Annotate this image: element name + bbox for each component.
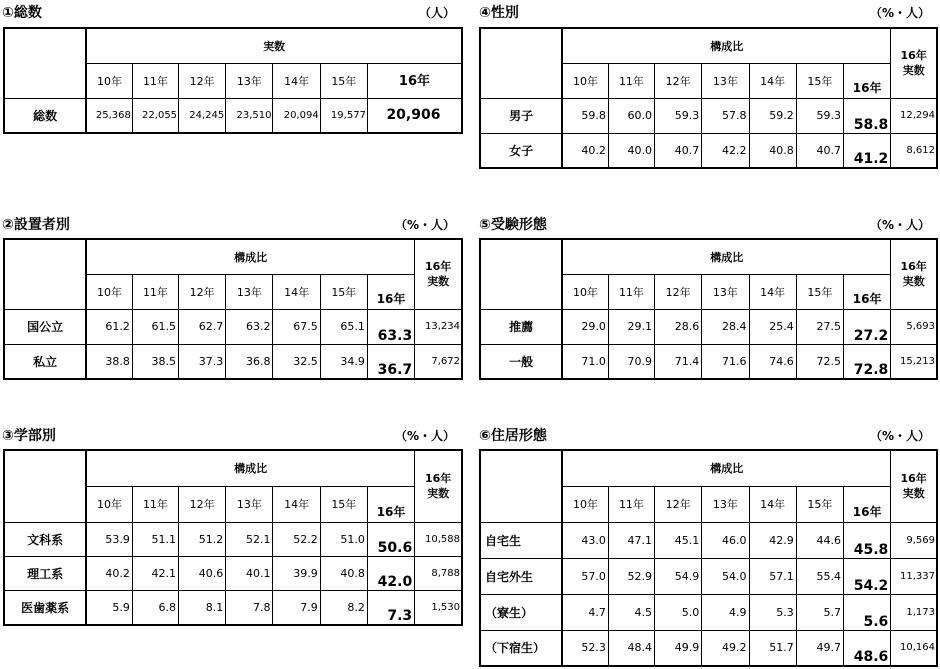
year-header: 14年 xyxy=(273,274,320,309)
year-header: 10年 xyxy=(562,274,608,309)
value-cell: 23,510 xyxy=(226,98,273,133)
current-value-cell: 5.6 xyxy=(843,594,890,630)
value-cell: 52.1 xyxy=(226,522,273,556)
value-cell: 19,577 xyxy=(320,98,367,133)
current-value-cell: 45.8 xyxy=(843,522,890,558)
value-cell: 5.7 xyxy=(796,594,843,630)
year-header: 11年 xyxy=(608,63,654,98)
year-header: 13年 xyxy=(226,63,273,98)
section-title-exam-type: ⑤受験形態 xyxy=(479,217,547,233)
value-cell: 59.2 xyxy=(749,98,796,133)
corner-cell xyxy=(4,28,86,98)
value-cell: 57.8 xyxy=(702,98,749,133)
section-title-gender: ④性別 xyxy=(479,5,519,21)
section-unit-gender: （%・人） xyxy=(869,6,930,20)
table-exam-type xyxy=(479,238,938,380)
value-cell: 51.0 xyxy=(320,522,367,556)
value-cell: 36.8 xyxy=(226,344,273,379)
corner-cell xyxy=(480,28,562,98)
year-header: 13年 xyxy=(702,486,749,522)
header-ratio: 構成比 xyxy=(86,239,415,274)
value-cell: 32.5 xyxy=(273,344,320,379)
value-cell: 61.2 xyxy=(86,309,132,344)
value-cell: 71.0 xyxy=(562,344,608,379)
year-header: 10年 xyxy=(86,63,132,98)
row-label: 私立 xyxy=(4,344,86,379)
value-cell: 42.2 xyxy=(702,133,749,168)
current-value-cell: 41.2 xyxy=(843,133,890,168)
year-header-current: 16年 xyxy=(843,486,890,522)
value-cell: 7.8 xyxy=(226,590,273,625)
value-cell: 54.9 xyxy=(655,558,702,594)
value-cell: 51.7 xyxy=(749,630,796,666)
value-cell: 49.2 xyxy=(702,630,749,666)
value-cell: 62.7 xyxy=(179,309,226,344)
count-cell: 5,693 xyxy=(891,309,937,344)
value-cell: 42.1 xyxy=(132,556,178,590)
value-cell: 38.5 xyxy=(132,344,178,379)
year-header: 14年 xyxy=(273,486,320,522)
value-cell: 24,245 xyxy=(179,98,226,133)
header-count: 16年 実数 xyxy=(891,28,937,98)
row-label: 自宅生 xyxy=(480,522,562,558)
value-cell: 42.9 xyxy=(749,522,796,558)
value-cell: 5.0 xyxy=(655,594,702,630)
year-header: 12年 xyxy=(655,274,702,309)
value-cell: 43.0 xyxy=(562,522,608,558)
row-label: 女子 xyxy=(480,133,562,168)
year-header: 11年 xyxy=(132,486,178,522)
section-unit-faculty: （%・人） xyxy=(394,429,455,443)
current-value-cell: 7.3 xyxy=(367,590,414,625)
count-cell: 8,788 xyxy=(415,556,462,590)
section-title-founder: ②設置者別 xyxy=(2,217,70,233)
year-header: 11年 xyxy=(132,274,178,309)
corner-cell xyxy=(4,450,86,522)
value-cell: 40.0 xyxy=(608,133,654,168)
value-cell: 37.3 xyxy=(179,344,226,379)
section-unit-total: （人） xyxy=(418,6,455,20)
current-value-cell: 72.8 xyxy=(843,344,890,379)
value-cell: 7.9 xyxy=(273,590,320,625)
value-cell: 40.1 xyxy=(226,556,273,590)
count-cell: 9,569 xyxy=(891,522,937,558)
year-header: 14年 xyxy=(273,63,320,98)
count-cell: 12,294 xyxy=(891,98,937,133)
value-cell: 40.7 xyxy=(655,133,702,168)
table-total xyxy=(3,27,463,134)
year-header: 12年 xyxy=(655,486,702,522)
corner-cell xyxy=(480,450,562,522)
value-cell: 55.4 xyxy=(796,558,843,594)
current-value-cell: 20,906 xyxy=(367,98,462,133)
section-unit-exam-type: （%・人） xyxy=(869,218,930,232)
header-ratio: 構成比 xyxy=(86,450,415,486)
section-title-total: ①総数 xyxy=(2,5,42,21)
year-header: 15年 xyxy=(796,486,843,522)
value-cell: 4.5 xyxy=(608,594,654,630)
value-cell: 28.4 xyxy=(702,309,749,344)
year-header-current: 16年 xyxy=(843,274,890,309)
section-unit-founder: （%・人） xyxy=(394,218,455,232)
header-actual: 実数 xyxy=(86,28,462,63)
year-header: 13年 xyxy=(226,486,273,522)
value-cell: 52.9 xyxy=(608,558,654,594)
count-cell: 13,234 xyxy=(415,309,462,344)
table-founder xyxy=(3,238,463,380)
value-cell: 5.3 xyxy=(749,594,796,630)
year-header: 13年 xyxy=(702,63,749,98)
value-cell: 4.7 xyxy=(562,594,608,630)
header-count: 16年 実数 xyxy=(891,450,937,522)
current-value-cell: 54.2 xyxy=(843,558,890,594)
count-cell: 11,337 xyxy=(891,558,937,594)
year-header: 12年 xyxy=(179,63,226,98)
header-ratio: 構成比 xyxy=(562,239,891,274)
year-header: 15年 xyxy=(796,63,843,98)
value-cell: 51.1 xyxy=(132,522,178,556)
value-cell: 27.5 xyxy=(796,309,843,344)
value-cell: 70.9 xyxy=(608,344,654,379)
current-value-cell: 58.8 xyxy=(843,98,890,133)
header-ratio: 構成比 xyxy=(562,450,891,486)
value-cell: 49.7 xyxy=(796,630,843,666)
value-cell: 72.5 xyxy=(796,344,843,379)
year-header: 14年 xyxy=(749,274,796,309)
year-header: 15年 xyxy=(320,274,367,309)
value-cell: 47.1 xyxy=(608,522,654,558)
row-label: （下宿生） xyxy=(480,630,562,666)
year-header: 13年 xyxy=(702,274,749,309)
value-cell: 28.6 xyxy=(655,309,702,344)
value-cell: 8.1 xyxy=(179,590,226,625)
value-cell: 54.0 xyxy=(702,558,749,594)
section-unit-residence: （%・人） xyxy=(869,429,930,443)
value-cell: 25,368 xyxy=(86,98,132,133)
value-cell: 59.8 xyxy=(562,98,608,133)
value-cell: 52.3 xyxy=(562,630,608,666)
value-cell: 71.4 xyxy=(655,344,702,379)
row-label: 総数 xyxy=(4,98,86,133)
value-cell: 60.0 xyxy=(608,98,654,133)
value-cell: 29.0 xyxy=(562,309,608,344)
year-header-current: 16年 xyxy=(367,63,462,98)
row-label: 一般 xyxy=(480,344,562,379)
section-title-faculty: ③学部別 xyxy=(2,428,56,444)
year-header: 12年 xyxy=(655,63,702,98)
table-faculty xyxy=(3,449,463,626)
value-cell: 8.2 xyxy=(320,590,367,625)
value-cell: 40.8 xyxy=(320,556,367,590)
row-label: 医歯薬系 xyxy=(4,590,86,625)
value-cell: 22,055 xyxy=(132,98,178,133)
value-cell: 59.3 xyxy=(655,98,702,133)
row-label: 推薦 xyxy=(480,309,562,344)
value-cell: 39.9 xyxy=(273,556,320,590)
value-cell: 67.5 xyxy=(273,309,320,344)
row-label: 国公立 xyxy=(4,309,86,344)
year-header: 12年 xyxy=(179,486,226,522)
year-header: 11年 xyxy=(608,274,654,309)
table-residence xyxy=(479,449,938,667)
value-cell: 59.3 xyxy=(796,98,843,133)
section-title-residence: ⑥住居形態 xyxy=(479,428,547,444)
value-cell: 38.8 xyxy=(86,344,132,379)
header-count: 16年 実数 xyxy=(891,239,937,309)
row-label: 文科系 xyxy=(4,522,86,556)
value-cell: 29.1 xyxy=(608,309,654,344)
value-cell: 52.2 xyxy=(273,522,320,556)
value-cell: 53.9 xyxy=(86,522,132,556)
value-cell: 51.2 xyxy=(179,522,226,556)
header-ratio: 構成比 xyxy=(562,28,891,63)
count-cell: 1,530 xyxy=(415,590,462,625)
value-cell: 40.6 xyxy=(179,556,226,590)
value-cell: 57.1 xyxy=(749,558,796,594)
value-cell: 40.7 xyxy=(796,133,843,168)
value-cell: 4.9 xyxy=(702,594,749,630)
year-header-current: 16年 xyxy=(367,486,414,522)
value-cell: 6.8 xyxy=(132,590,178,625)
year-header: 12年 xyxy=(179,274,226,309)
value-cell: 57.0 xyxy=(562,558,608,594)
count-cell: 7,672 xyxy=(415,344,462,379)
table-gender xyxy=(479,27,938,169)
year-header-current: 16年 xyxy=(367,274,414,309)
year-header: 10年 xyxy=(562,486,608,522)
row-label: （寮生） xyxy=(480,594,562,630)
corner-cell xyxy=(480,239,562,309)
current-value-cell: 36.7 xyxy=(367,344,414,379)
current-value-cell: 63.3 xyxy=(367,309,414,344)
value-cell: 20,094 xyxy=(273,98,320,133)
value-cell: 49.9 xyxy=(655,630,702,666)
count-cell: 8,612 xyxy=(891,133,937,168)
value-cell: 65.1 xyxy=(320,309,367,344)
value-cell: 61.5 xyxy=(132,309,178,344)
year-header: 15年 xyxy=(320,63,367,98)
year-header: 15年 xyxy=(320,486,367,522)
value-cell: 44.6 xyxy=(796,522,843,558)
header-count: 16年 実数 xyxy=(415,450,462,522)
value-cell: 40.2 xyxy=(562,133,608,168)
row-label: 男子 xyxy=(480,98,562,133)
row-label: 自宅外生 xyxy=(480,558,562,594)
current-value-cell: 50.6 xyxy=(367,522,414,556)
count-cell: 1,173 xyxy=(891,594,937,630)
value-cell: 48.4 xyxy=(608,630,654,666)
year-header: 15年 xyxy=(796,274,843,309)
header-count: 16年 実数 xyxy=(415,239,462,309)
value-cell: 45.1 xyxy=(655,522,702,558)
value-cell: 71.6 xyxy=(702,344,749,379)
year-header: 14年 xyxy=(749,63,796,98)
value-cell: 5.9 xyxy=(86,590,132,625)
value-cell: 63.2 xyxy=(226,309,273,344)
year-header-current: 16年 xyxy=(843,63,890,98)
value-cell: 74.6 xyxy=(749,344,796,379)
value-cell: 40.2 xyxy=(86,556,132,590)
current-value-cell: 42.0 xyxy=(367,556,414,590)
value-cell: 34.9 xyxy=(320,344,367,379)
year-header: 13年 xyxy=(226,274,273,309)
year-header: 10年 xyxy=(86,486,132,522)
current-value-cell: 27.2 xyxy=(843,309,890,344)
value-cell: 40.8 xyxy=(749,133,796,168)
count-cell: 10,164 xyxy=(891,630,937,666)
value-cell: 46.0 xyxy=(702,522,749,558)
year-header: 10年 xyxy=(86,274,132,309)
year-header: 11年 xyxy=(608,486,654,522)
value-cell: 25.4 xyxy=(749,309,796,344)
year-header: 11年 xyxy=(132,63,178,98)
corner-cell xyxy=(4,239,86,309)
current-value-cell: 48.6 xyxy=(843,630,890,666)
year-header: 14年 xyxy=(749,486,796,522)
count-cell: 10,588 xyxy=(415,522,462,556)
row-label: 理工系 xyxy=(4,556,86,590)
year-header: 10年 xyxy=(562,63,608,98)
count-cell: 15,213 xyxy=(891,344,937,379)
